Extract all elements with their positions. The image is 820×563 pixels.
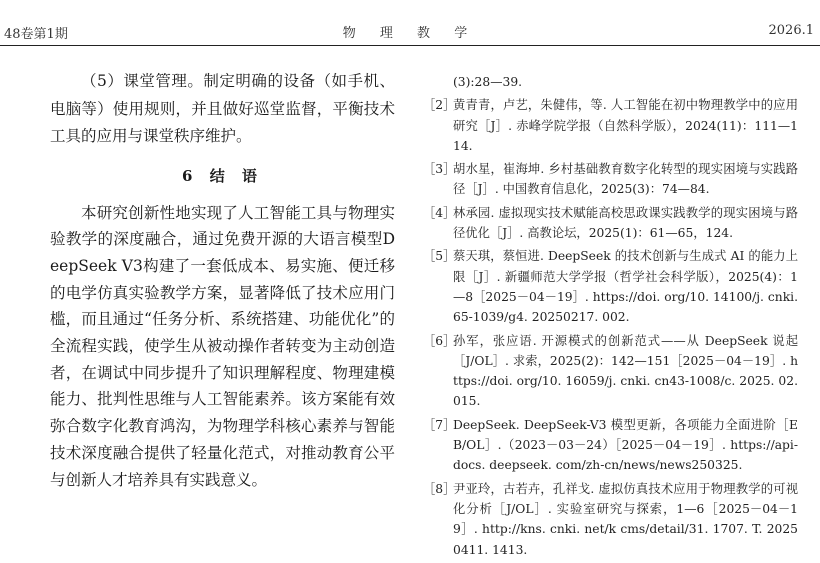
- reference-text: 蔡天琪，蔡恒进. DeepSeek 的技术创新与生成式 AI 的能力上限［J］. 新疆师范大学学报（哲学社会科学版），2025(4)：1—8［2025－04－19］. https://doi. org/10. 14100/j. cnki. 65-1039/g4. 20250217. 002.: [453, 249, 798, 325]
- reference-number: ［3］: [423, 162, 456, 177]
- journal-title: 物 理 教 学: [342, 26, 478, 41]
- references-column: [423, 72, 798, 563]
- reference-text: 孙军，张应语. 开源模式的创新范式——从 DeepSeek 说起［J/OL］. 求索，2025(2)：142—151［2025－04－19］. https://doi. org/10. 16059/j. cnki. cn43-1008/c. 2025. 02. 015.: [453, 333, 798, 409]
- volume-issue: 48卷第1期: [4, 27, 68, 42]
- reference-item: [423, 331, 798, 412]
- paragraph-conclusion: 本研究创新性地实现了人工智能工具与物理实验教学的深度融合，通过免费开源的大语言模型DeepSeek V3构建了一套低成本、易实施、便迁移的电学仿真实验教学方案，显著降低了技术应用门槛，而且通过“任务分析、系统搭建、功能优化”的全流程实践，使学生从被动操作者转变为主动创造者，在调试中同步提升了知识理解程度、物理建模能力、批判性思维与人工智能素养。该方案能有效弥合数字化教育鸿沟，为物理学科核心素养与智能技术深度融合提供了轻量化范式，对推动教育公平与创新人才培养具有实践意义。: [50, 203, 395, 489]
- paragraph-classroom-management: （5）课堂管理。制定明确的设备（如手机、电脑等）使用规则，并且做好巡堂监督，平衡技术工具的应用与课堂秩序维护。: [50, 72, 395, 145]
- reference-text: 尹亚玲，古若卉，孔祥戈. 虚拟仿真技术应用于物理教学的可视化分析［J/OL］. 实验室研究与探索，1—6［2025－04－19］. http://kns. cnki. net/k cms/detail/31. 1707. T. 20250411. 1413.: [453, 481, 798, 557]
- reference-item: [423, 159, 798, 200]
- reference-number: ［7］: [423, 417, 456, 432]
- section-title-conclusion: 6 结 语: [182, 166, 263, 185]
- reference-item: [423, 246, 798, 327]
- reference-number: ［5］: [423, 249, 456, 264]
- reference-item: [423, 479, 798, 560]
- reference-text: 林承园. 虚拟现实技术赋能高校思政课实践教学的现实困境与路径优化［J］. 高教论坛，2025(1)：61—65，124.: [453, 205, 798, 241]
- publication-date: 2026.1: [768, 23, 814, 38]
- left-column: [50, 68, 395, 493]
- reference-text: DeepSeek. DeepSeek-V3 模型更新，各项能力全面进阶［EB/OL］.（2023－03－24）［2025－04－19］. https://api-docs. deepseek. com/zh-cn/news/news250325.: [453, 417, 798, 473]
- reference-item: [423, 415, 798, 476]
- reference-item: [423, 203, 798, 244]
- reference-number: ［2］: [423, 98, 456, 113]
- reference-text: 胡水星，崔海坤. 乡村基础教育数字化转型的现实困境与实践路径［J］. 中国教育信息化，2025(3)：74—84.: [453, 162, 798, 197]
- reference-number: ［8］: [423, 481, 456, 496]
- reference-item: [423, 95, 798, 156]
- reference-1-tail: (3):28—39.: [453, 75, 523, 89]
- reference-text: 黄青青，卢艺，朱健伟，等. 人工智能在初中物理教学中的应用研究［J］. 赤峰学院学报（自然科学版），2024(11)：111—114.: [453, 98, 798, 153]
- header-rule: [0, 45, 820, 46]
- page-header: [0, 0, 820, 46]
- reference-number: ［4］: [423, 205, 456, 220]
- reference-number: ［6］: [423, 333, 456, 348]
